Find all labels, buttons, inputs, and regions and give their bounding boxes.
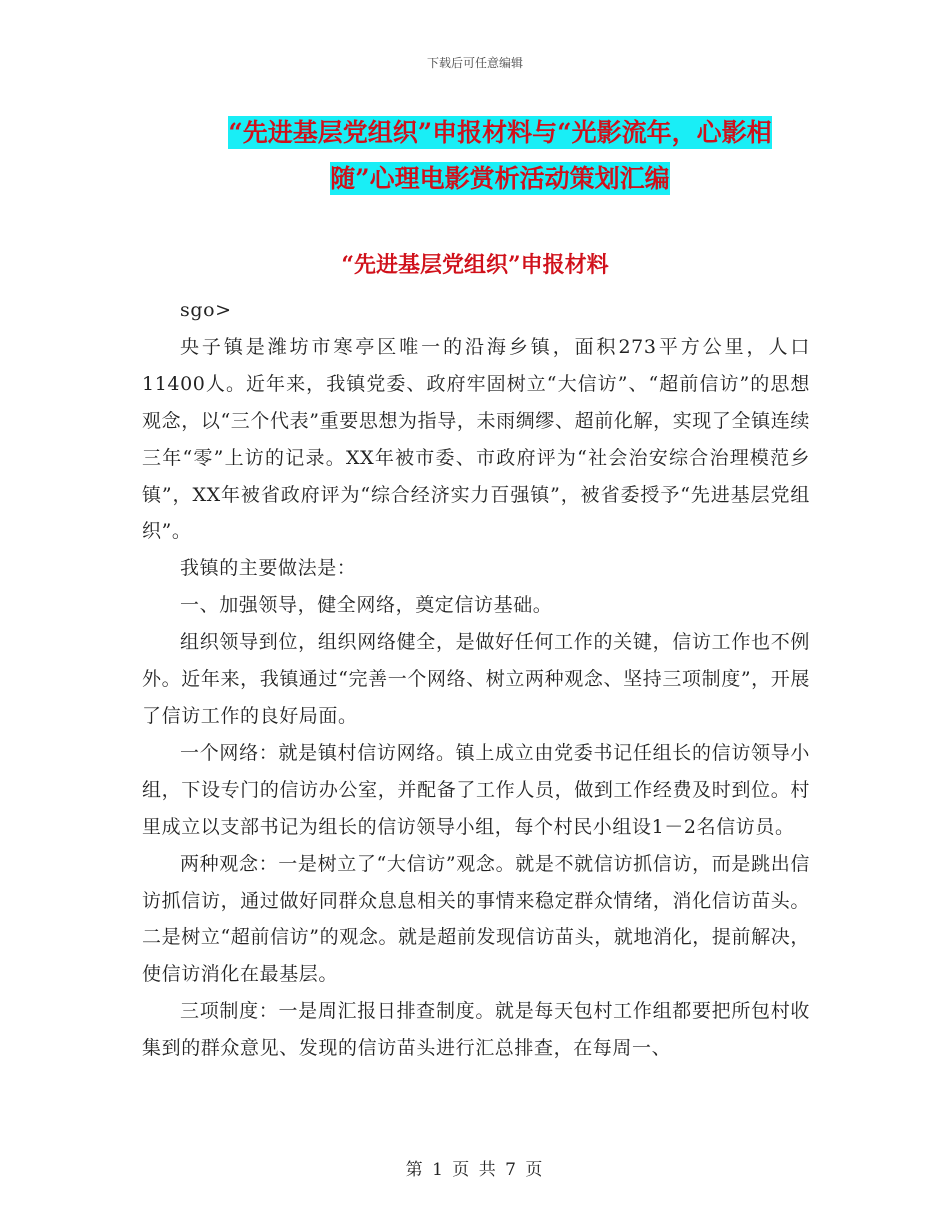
page-number-footer: 第 1 页 共 7 页 bbox=[405, 1160, 545, 1180]
document-title-line-1: “先进基层党组织”申报材料与“光影流年，心影相 bbox=[228, 118, 772, 147]
paragraph: 一个网络：就是镇村信访网络。镇上成立由党委书记任组长的信访领导小组，下设专门的信访办公室，并配备了工作人员，做到工作经费及时到位。村里成立以支部书记为组长的信访领导小组，每个村民小组设1－2名信访员。 bbox=[142, 741, 810, 838]
document-body bbox=[142, 292, 810, 1067]
document-title bbox=[190, 110, 810, 202]
paragraph: 两种观念：一是树立了“大信访”观念。就是不就信访抓信访，而是跳出信访抓信访，通过做好同群众息息相关的事情来稳定群众情绪，消化信访苗头。二是树立“超前信访”的观念。就是超前发现信访苗头，就地消化，提前解决，使信访消化在最基层。 bbox=[142, 852, 810, 986]
page-header-note: 下载后可任意编辑 bbox=[426, 56, 523, 70]
paragraph: 一、加强领导，健全网络，奠定信访基础。 bbox=[180, 594, 553, 617]
document-title-line-2: 随”心理电影赏析活动策划汇编 bbox=[330, 164, 670, 193]
paragraph: 三项制度：一是周汇报日排查制度。就是每天包村工作组都要把所包村收集到的群众意见、发现的信访苗头进行汇总排查，在每周一、 bbox=[142, 1000, 810, 1060]
paragraph: 央子镇是潍坊市寒亭区唯一的沿海乡镇，面积273平方公里，人口11400人。近年来，我镇党委、政府牢固树立“大信访”、“超前信访”的思想观念，以“三个代表”重要思想为指导，未雨绸缪、超前化解，实现了全镇连续三年“零”上访的记录。XX年被市委、市政府评为“社会治安综合治理模范乡镇”，XX年被省政府评为“综合经济实力百强镇”，被省委授予“先进基层党组织”。 bbox=[142, 335, 810, 543]
paragraph: 我镇的主要做法是： bbox=[180, 557, 357, 580]
paragraph: sgo> bbox=[180, 299, 232, 321]
section-title: “先进基层党组织”申报材料 bbox=[341, 252, 609, 278]
paragraph: 组织领导到位，组织网络健全，是做好任何工作的关键，信访工作也不例外。近年来，我镇通过“完善一个网络、树立两种观念、坚持三项制度”，开展了信访工作的良好局面。 bbox=[142, 631, 810, 727]
